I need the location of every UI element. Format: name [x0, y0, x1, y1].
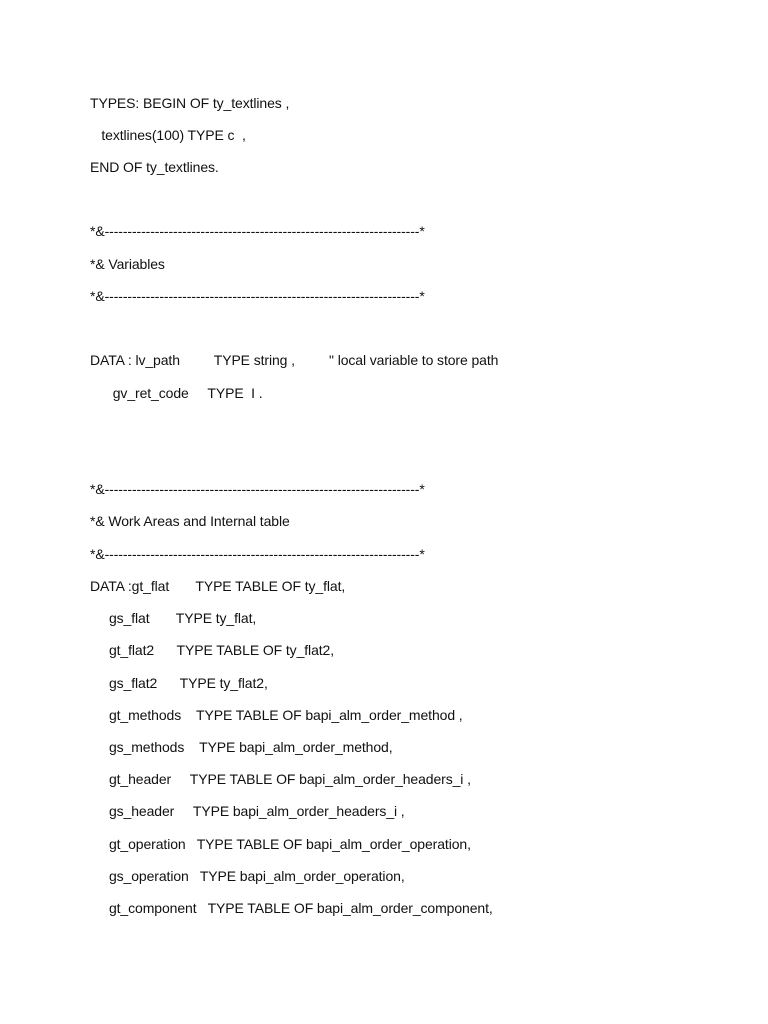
comment-separator: *&---------------------------------------------------------------------*: [90, 546, 425, 562]
code-line-gs-header: gs_header TYPE bapi_alm_order_headers_i ,: [90, 803, 405, 819]
code-line-gt-operation: gt_operation TYPE TABLE OF bapi_alm_order_operation,: [90, 836, 471, 852]
code-line-types-begin: TYPES: BEGIN OF ty_textlines ,: [90, 95, 290, 111]
code-line-gt-flat2: gt_flat2 TYPE TABLE OF ty_flat2,: [90, 642, 335, 658]
comment-heading-work-areas: *& Work Areas and Internal table: [90, 513, 290, 529]
code-line-types-end: END OF ty_textlines.: [90, 159, 219, 175]
code-line-gv-ret-code: gv_ret_code TYPE I .: [90, 385, 263, 401]
comment-separator: *&---------------------------------------------------------------------*: [90, 223, 425, 239]
code-line-gt-header: gt_header TYPE TABLE OF bapi_alm_order_headers_i ,: [90, 771, 471, 787]
code-line-gt-methods: gt_methods TYPE TABLE OF bapi_alm_order_method ,: [90, 707, 463, 723]
code-line-gt-flat: DATA :gt_flat TYPE TABLE OF ty_flat,: [90, 578, 346, 594]
code-line-textlines: textlines(100) TYPE c ,: [90, 127, 246, 143]
code-line-data-lv-path: DATA : lv_path TYPE string , " local variable to store path: [90, 352, 499, 368]
code-line-gs-operation: gs_operation TYPE bapi_alm_order_operation,: [90, 868, 405, 884]
code-line-gt-component: gt_component TYPE TABLE OF bapi_alm_order_component,: [90, 900, 493, 916]
comment-heading-variables: *& Variables: [90, 256, 165, 272]
comment-separator: *&---------------------------------------------------------------------*: [90, 481, 425, 497]
code-line-gs-methods: gs_methods TYPE bapi_alm_order_method,: [90, 739, 393, 755]
code-line-gs-flat2: gs_flat2 TYPE ty_flat2,: [90, 675, 268, 691]
comment-separator: *&---------------------------------------------------------------------*: [90, 288, 425, 304]
code-line-gs-flat: gs_flat TYPE ty_flat,: [90, 610, 257, 626]
